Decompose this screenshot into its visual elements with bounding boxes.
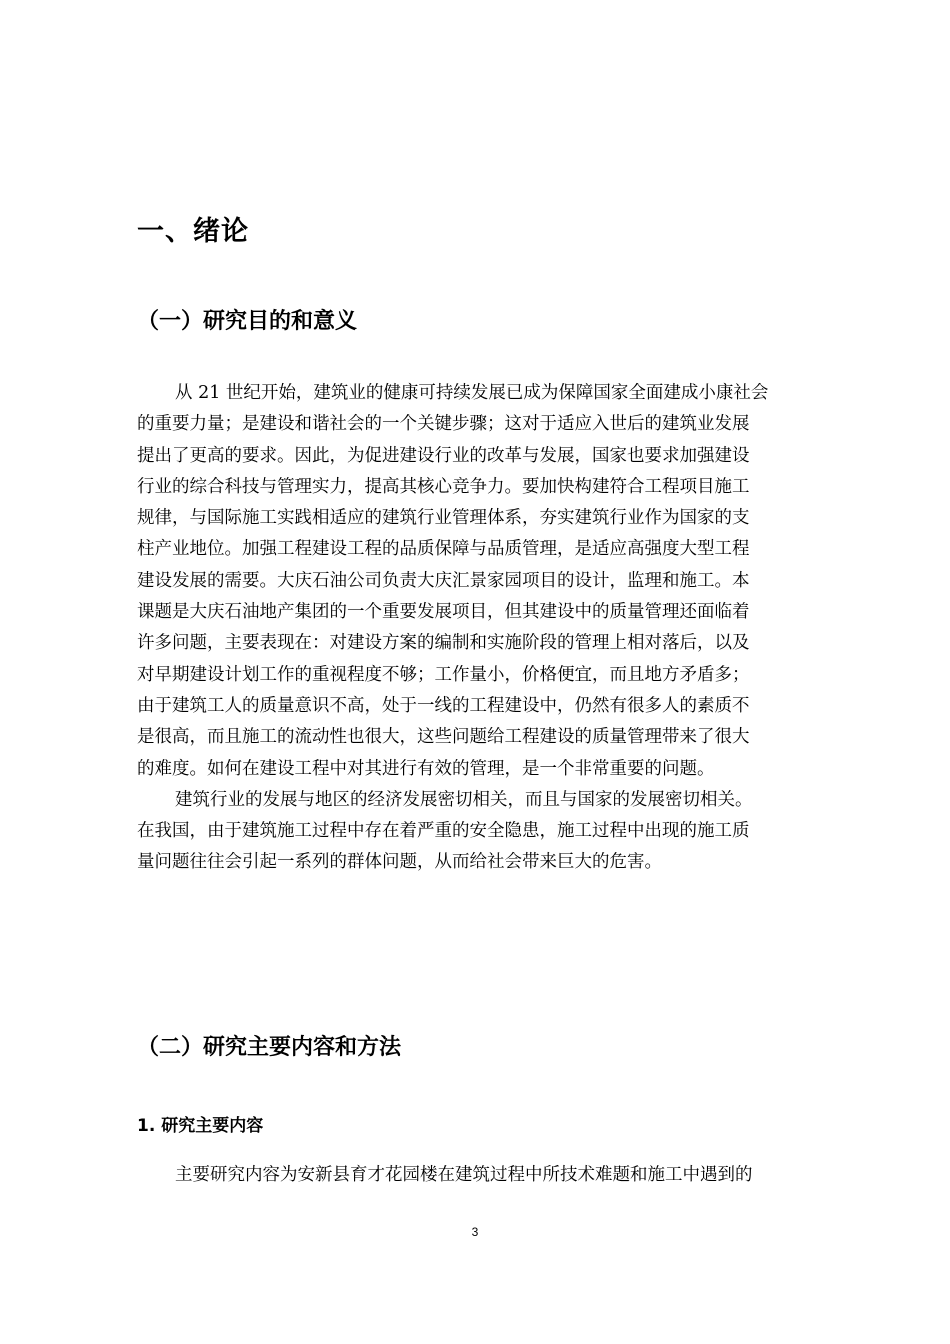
body-line: 由于建筑工人的质量意识不高，处于一线的工程建设中，仍然有很多人的素质不 [137,695,750,716]
body-line: 从 21 世纪开始，建筑业的健康可持续发展已成为保障国家全面建成小康社会 [175,383,769,403]
body-line: 建设发展的需要。大庆石油公司负责大庆汇景家园项目的设计，监理和施工。本 [137,570,750,591]
body-line: 柱产业地位。加强工程建设工程的品质保障与品质管理，是适应高强度大型工程 [137,539,750,560]
chapter-heading: 一、绪论 [137,216,249,247]
body-line: 主要研究内容为安新县育才花园楼在建筑过程中所技术难题和施工中遇到的 [175,1165,753,1185]
body-line: 课题是大庆石油地产集团的一个重要发展项目，但其建设中的质量管理还面临着 [137,602,750,623]
section-heading-purpose: （一）研究目的和意义 [137,309,358,334]
body-line: 在我国，由于建筑施工过程中存在着严重的安全隐患，施工过程中出现的施工质 [137,821,750,842]
body-line: 许多问题，主要表现在：对建设方案的编制和实施阶段的管理上相对落后，以及 [137,633,750,654]
body-line: 建筑行业的发展与地区的经济发展密切相关，而且与国家的发展密切相关。 [175,789,753,810]
body-line: 行业的综合科技与管理实力，提高其核心竞争力。要加快构建符合工程项目施工 [137,476,750,497]
page-number: 3 [471,1225,479,1239]
body-line: 量问题往往会引起一系列的群体问题，从而给社会带来巨大的危害。 [137,852,662,873]
section-heading-content-methods: （二）研究主要内容和方法 [137,1035,402,1060]
section-purpose-body [137,378,817,879]
body-line: 提出了更高的要求。因此，为促进建设行业的改革与发展，国家也要求加强建设 [137,445,750,466]
subsection-heading-content: 1. 研究主要内容 [137,1116,264,1136]
body-line: 的难度。如何在建设工程中对其进行有效的管理，是一个非常重要的问题。 [137,758,715,779]
body-line: 对早期建设计划工作的重视程度不够；工作量小，价格便宜，而且地方矛盾多； [137,664,750,685]
body-line: 是很高，而且施工的流动性也很大，这些问题给工程建设的质量管理带来了很大 [137,727,750,748]
body-line: 的重要力量；是建设和谐社会的一个关键步骤；这对于适应入世后的建筑业发展 [137,414,750,435]
body-line: 规律，与国际施工实践相适应的建筑行业管理体系，夯实建筑行业作为国家的支 [137,508,750,529]
subsection-content-body [137,1160,817,1191]
